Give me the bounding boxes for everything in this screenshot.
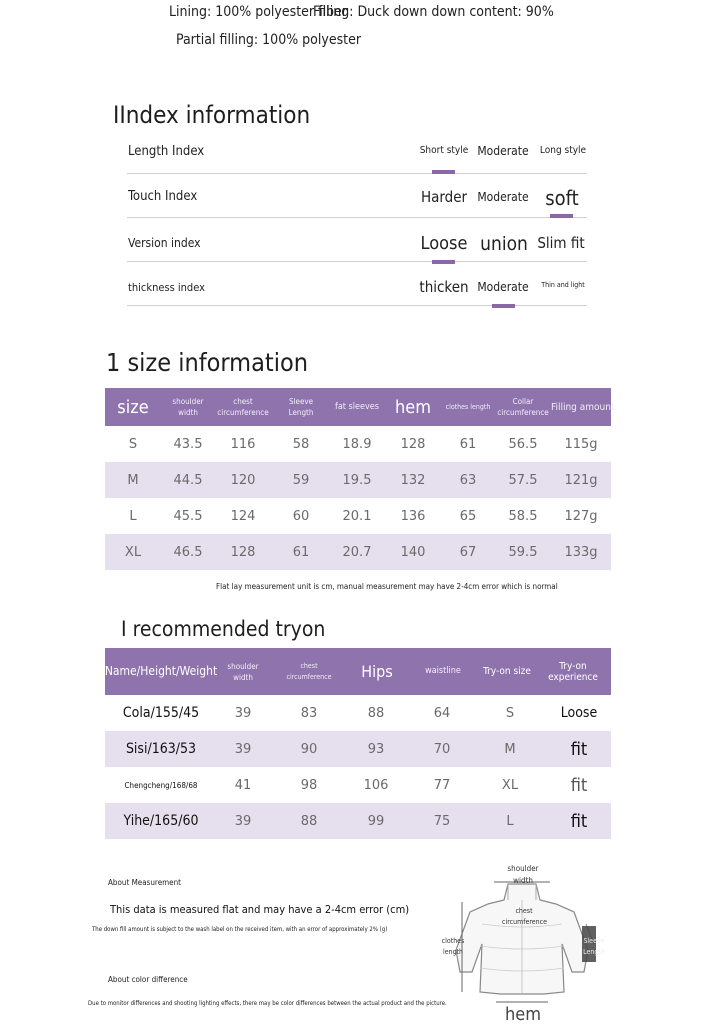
index-label: Length Index <box>128 144 205 159</box>
name-header: Name/Height/Weight <box>104 664 218 678</box>
size-cell: 59 <box>292 472 310 488</box>
tryon-table <box>105 648 611 839</box>
size-table <box>105 388 615 570</box>
fat-sleeves-header: fat sleeves <box>335 401 379 412</box>
index-row-thickness <box>127 262 587 306</box>
color-difference-note: Due to monitor differences and shooting lighting effects, there may be color differences between the actual product and the picture. <box>88 1000 447 1007</box>
clothes-length-header: clothes length <box>445 402 491 411</box>
tryon-cell: 98 <box>300 777 318 793</box>
size-cell: 57.5 <box>508 472 538 488</box>
index-option: thicken <box>419 278 469 296</box>
tryon-row <box>105 767 611 803</box>
waistline-header: waistline <box>425 666 461 676</box>
tryon-cell: Yihe/165/60 <box>123 813 199 829</box>
index-option: Long style <box>539 145 587 156</box>
size-cell: M <box>127 472 139 488</box>
index-row-touch <box>127 174 587 218</box>
index-label: thickness index <box>128 281 205 294</box>
diagram-clothes-label: clothes length <box>441 937 465 956</box>
tryon-cell: 88 <box>300 813 318 829</box>
size-cell: 59.5 <box>508 544 538 560</box>
diagram-hem-label: hem <box>504 1004 541 1024</box>
size-cell: 136 <box>400 508 426 524</box>
index-option: Thin and light <box>541 281 585 289</box>
tryon-cell: fit <box>570 738 588 760</box>
tryon-cell: 75 <box>433 813 451 829</box>
filling-text: Filling: Duck down down content: 90% <box>313 4 554 20</box>
size-cell: 63 <box>459 472 477 488</box>
size-row <box>105 462 611 498</box>
size-note: Flat lay measurement unit is cm, manual measurement may have 2-4cm error which is normal <box>216 582 558 591</box>
about-measurement-text: This data is measured flat and may have a 2-4cm error (cm) <box>110 903 410 916</box>
size-cell: 124 <box>230 508 256 524</box>
tryon-cell: 39 <box>234 705 252 721</box>
index-selected-marker <box>492 304 515 308</box>
sleeve-header: Sleeve Length <box>288 397 314 417</box>
size-table-body <box>105 426 611 570</box>
index-option: union <box>480 233 528 255</box>
index-option: Moderate <box>477 280 529 294</box>
size-cell: 128 <box>400 436 426 452</box>
size-cell: 20.7 <box>342 544 372 560</box>
shoulder-header: shoulder width <box>172 397 204 417</box>
tryon-cell: XL <box>501 777 519 793</box>
tryon-row <box>105 731 611 767</box>
size-cell: 45.5 <box>173 508 203 524</box>
index-row-version <box>127 218 587 262</box>
size-cell: 60 <box>292 508 310 524</box>
index-option: Harder <box>420 188 468 206</box>
size-row <box>105 498 611 534</box>
collar-header: Collar circumference <box>497 397 549 417</box>
diagram-shoulder-label: shoulder width <box>507 864 539 885</box>
size-cell: 133g <box>564 544 598 560</box>
size-cell: 115g <box>564 436 598 452</box>
tryon-cell: 93 <box>367 741 385 757</box>
index-option: Moderate <box>477 190 529 204</box>
partial-filling-text: Partial filling: 100% polyester <box>176 32 362 48</box>
size-cell: 67 <box>459 544 477 560</box>
tryon-cell: L <box>506 813 514 829</box>
tryon-experience-header: Try-on experience <box>548 660 598 683</box>
size-cell: 44.5 <box>173 472 203 488</box>
tryon-cell: 64 <box>433 705 451 721</box>
tryon-size-header: Try-on size <box>483 666 531 677</box>
index-option: Moderate <box>477 144 529 158</box>
chest-header: chest circumference <box>286 661 332 681</box>
chest-header: chest circumference <box>217 397 269 417</box>
index-option: Short style <box>419 145 469 156</box>
tryon-cell: M <box>504 741 516 757</box>
lining-text: Lining: 100% polyester fiber <box>169 4 347 20</box>
index-option: Loose <box>420 233 468 254</box>
size-cell: 18.9 <box>342 436 372 452</box>
tryon-section-title: I recommended tryon <box>121 617 326 641</box>
index-option: soft <box>545 186 579 210</box>
tryon-cell: fit <box>570 810 588 832</box>
index-label: Touch Index <box>128 189 198 204</box>
size-cell: 58 <box>292 436 310 452</box>
tryon-cell: 41 <box>234 777 252 793</box>
down-fill-note: The down fill amount is subject to the wash label on the received item, with an error of approximately 2% (g) <box>92 926 388 933</box>
tryon-cell: 90 <box>300 741 318 757</box>
tryon-table-body <box>105 695 611 839</box>
size-cell: 58.5 <box>508 508 538 524</box>
tryon-cell: 39 <box>234 741 252 757</box>
tryon-cell: 77 <box>433 777 451 793</box>
size-cell: 128 <box>230 544 256 560</box>
size-cell: XL <box>124 544 142 560</box>
diagram-sleeve-label: Sleeve Length <box>583 937 605 956</box>
tryon-row <box>105 803 611 839</box>
size-cell: 140 <box>400 544 426 560</box>
size-cell: 127g <box>564 508 598 524</box>
tryon-cell: Cola/155/45 <box>122 705 200 721</box>
size-header: size <box>117 396 149 418</box>
size-cell: 120 <box>230 472 256 488</box>
tryon-cell: 106 <box>363 777 389 793</box>
index-row-length <box>127 130 587 174</box>
tryon-cell: 83 <box>300 705 318 721</box>
tryon-cell: Sisi/163/53 <box>125 741 197 757</box>
index-label: Version index <box>128 236 201 250</box>
diagram-chest-label: chest circumference <box>502 907 547 926</box>
hem-header: hem <box>394 396 431 418</box>
shoulder-header: shoulder width <box>227 661 259 682</box>
about-measurement-heading: About Measurement <box>108 878 181 887</box>
size-table-header <box>105 388 615 426</box>
tryon-table-header <box>105 648 611 695</box>
size-cell: 61 <box>292 544 310 560</box>
index-section-title: IIndex information <box>113 101 311 129</box>
size-row <box>105 534 611 570</box>
size-section-title: 1 size information <box>106 348 308 377</box>
tryon-cell: 88 <box>367 705 385 721</box>
tryon-cell: Loose <box>560 705 598 721</box>
about-color-heading: About color difference <box>108 975 188 984</box>
size-cell: 65 <box>459 508 477 524</box>
jacket-diagram <box>436 860 612 1024</box>
tryon-cell: S <box>505 705 515 721</box>
size-row <box>105 426 611 462</box>
size-cell: 121g <box>564 472 598 488</box>
size-cell: 19.5 <box>342 472 372 488</box>
tryon-cell: fit <box>570 774 588 796</box>
index-option: Slim fit <box>537 234 585 252</box>
size-cell: 116 <box>230 436 256 452</box>
hips-header: Hips <box>361 662 393 681</box>
tryon-cell: 99 <box>367 813 385 829</box>
size-cell: S <box>128 436 138 452</box>
size-cell: 20.1 <box>342 508 372 524</box>
size-cell: 46.5 <box>173 544 203 560</box>
filling-header: Filling amount <box>551 401 615 413</box>
tryon-cell: Chengcheng/168/68 <box>124 780 198 790</box>
size-cell: 56.5 <box>508 436 538 452</box>
size-cell: 43.5 <box>173 436 203 452</box>
size-cell: 61 <box>459 436 477 452</box>
tryon-cell: 39 <box>234 813 252 829</box>
tryon-cell: 70 <box>433 741 451 757</box>
size-cell: 132 <box>400 472 426 488</box>
tryon-row <box>105 695 611 731</box>
size-cell: L <box>129 508 137 524</box>
